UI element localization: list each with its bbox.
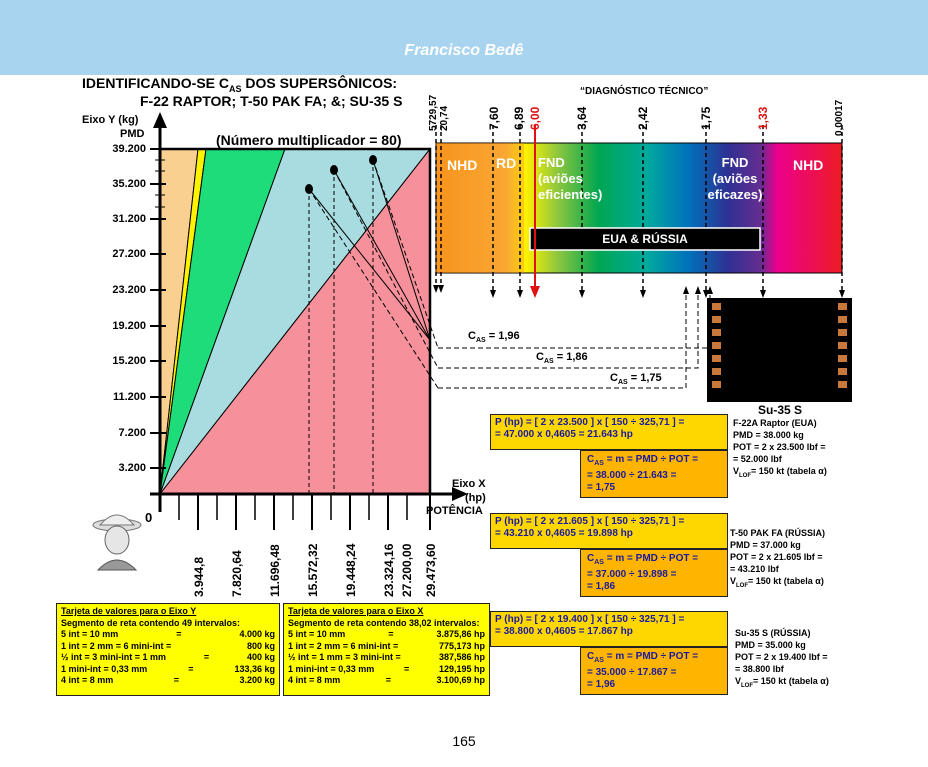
scale-label: 0,00017 [834, 99, 845, 136]
eua-russia-label: EUA & RÚSSIA [602, 232, 688, 246]
y-tick-label: 15.200 [112, 355, 146, 367]
x-tick-label: 7.820,64 [230, 550, 244, 597]
point-t50 [330, 165, 338, 175]
zone-rd: RD [496, 155, 517, 171]
scale-label-red: 6,00 [528, 106, 542, 130]
card-row: 5 int = 10 mm = 4.000 kg [61, 629, 275, 639]
scale-label: 7,60 [487, 106, 501, 130]
card-row: ½ int = 1 mm = 3 mini-int = 387,586 hp [288, 652, 485, 662]
x-tick-label: 15.572,32 [306, 543, 320, 597]
card-row: 1 int = 2 mm = 6 mini-int = 775,173 hp [288, 640, 485, 651]
scale-label: 20,74 [439, 105, 450, 131]
diagnostic-title: “DIAGNÓSTICO TÉCNICO” [580, 86, 709, 97]
multiplier-label: (Número multiplicador = 80) [216, 132, 402, 148]
card-row: 4 int = 8 mm = 3.200 kg [61, 675, 275, 685]
zone-nhd-left: NHD [447, 157, 478, 173]
card-row: 1 mini-int = 0,33 mm = 129,195 hp [288, 663, 485, 674]
x-tick-label: 3.944,8 [192, 556, 206, 597]
point-f22 [305, 184, 313, 194]
y-axis-unit: PMD [120, 128, 145, 140]
point-su35 [369, 155, 377, 165]
x-tick-label: 23.324,16 [382, 543, 396, 597]
y-tick-label: 19.200 [112, 320, 146, 332]
x-tick-label: 29.473,60 [424, 543, 438, 597]
author-name: Francisco Bedê [404, 42, 524, 59]
y-tick-label: 7.200 [118, 427, 146, 439]
x-tick-label: 19.448,24 [344, 543, 358, 597]
card-x-axis: Tarjeta de valores para o Eixo X Segmento de reta contendo 38,02 intervalos: 5 int = 10 mm = 3.875,86 hp 1 int = 2 mm = 6 mini-int = 775,173 hp ½ int = 1 mm = 3 mini-int = 387,586 hp 1 mini-int = 0,33 mm = 129,195 hp 4 int = 8 mm = 3.100,69 hp [283, 603, 490, 696]
su35-label: Su-35 S [758, 403, 803, 417]
card-row: 1 int = 2 mm = 6 mini-int = 800 kg [61, 640, 275, 651]
y-tick-label: 3.200 [118, 462, 146, 474]
y-tick-label: 35.200 [112, 178, 146, 190]
power-calc-f22: P (hp) = [ 2 x 23.500 ] x [ 150 ÷ 325,71 ] = = 47.000 x 0,4605 = 21.643 hp [490, 414, 728, 450]
chart-regions [160, 149, 430, 494]
zone-fnd-efficient: FND (aviões eficientes) [538, 155, 603, 202]
page-number: 165 [452, 733, 476, 749]
page-title-line1: IDENTIFICANDO-SE $C_{AS}$ DOS SUPERSÔNICOS: [82, 75, 398, 94]
card-row: 5 int = 10 mm = 3.875,86 hp [288, 629, 485, 639]
x-tick-label: 11.696,48 [268, 544, 282, 597]
x-axis-title: POTÊNCIA [426, 505, 483, 517]
cas-calc-t50: $C_{AS} = m$ = PMD ÷ POT = = 37.000 ÷ 19.898 = = 1,86 [580, 549, 728, 597]
x-tick-label: 27.200,00 [400, 543, 414, 597]
power-calc-t50: P (hp) = [ 2 x 21.605 ] x [ 150 ÷ 325,71 ] = = 43.210 x 0,4605 = 19.898 hp [490, 513, 728, 549]
zone-fnd-effective: FND (aviões eficazes) [707, 155, 763, 202]
x-axis-label: Eixo X [452, 478, 486, 490]
cas-label-175: $C_{AS} = 1,75$ [610, 372, 662, 387]
scale-label-red: 1,33 [756, 106, 770, 130]
card-row: ½ int = 3 mini-int = 1 mm = 400 kg [61, 652, 275, 662]
y-axis-label: Eixo Y (kg) [82, 114, 139, 126]
page-title-line2: F-22 RAPTOR; T-50 PAK FA; &; SU-35 S [140, 93, 403, 109]
su35-image [707, 298, 852, 402]
x-axis-unit: (hp) [465, 492, 486, 504]
portrait-image [88, 512, 146, 570]
spec-su35: Su-35 S (RÚSSIA) PMD = 35.000 kg POT = 2 x 19.400 lbf = = 38.800 lbf $V_{LOF}= 150$ kt (tabela α) [735, 628, 829, 689]
origin-label: 0 [145, 510, 153, 525]
scale-label: 1,75 [699, 106, 713, 130]
power-calc-su35: P (hp) = [ 2 x 19.400 ] x [ 150 ÷ 325,71 ] = = 38.800 x 0,4605 = 17.867 hp [490, 611, 728, 647]
card-row: 1 mini-int = 0,33 mm = 133,36 kg [61, 663, 275, 674]
y-tick-label: 39.200 [112, 143, 146, 155]
cas-label-186: $C_{AS} = 1,86$ [536, 351, 588, 366]
y-tick-label: 11.200 [112, 391, 146, 403]
cas-label-196: $C_{AS} = 1,96$ [468, 330, 520, 345]
cas-calc-f22: $C_{AS} = m$ = PMD ÷ POT = = 38.000 ÷ 21.643 = = 1,75 [580, 450, 728, 498]
zone-nhd-right: NHD [793, 157, 824, 173]
y-tick-label: 31.200 [112, 213, 146, 225]
spec-t50: T-50 PAK FA (RÚSSIA) PMD = 37.000 kg POT = 2 x 21.605 lbf = = 43.210 lbf $V_{LOF}= 150$ kt (tabela α) [730, 528, 826, 589]
scale-label: 2,42 [636, 106, 650, 130]
scale-label: 5729,57 [428, 94, 439, 131]
scale-label: 3,64 [575, 106, 589, 130]
spec-f22: F-22A Raptor (EUA) PMD = 38.000 kg POT = 2 x 23.500 lbf = = 52.000 lbf $V_{LOF}= 150$ kt (tabela α) [733, 418, 827, 479]
y-tick-label: 23.200 [112, 284, 146, 296]
scale-label: 6,89 [512, 106, 526, 130]
card-y-axis: Tarjeta de valores para o Eixo Y Segmento de reta contendo 49 intervalos: 5 int = 10 mm = 4.000 kg 1 int = 2 mm = 6 mini-int = 800 kg ½ int = 3 mini-int = 1 mm = 400 kg 1 mini-int = 0,33 mm = 133,36 kg 4 int = 8 mm = 3.200 kg [56, 603, 280, 696]
cas-calc-su35: $C_{AS} = m$ = PMD ÷ POT = = 35.000 ÷ 17.867 = = 1,96 [580, 647, 728, 695]
y-tick-label: 27.200 [112, 248, 146, 260]
card-row: 4 int = 8 mm = 3.100,69 hp [288, 675, 485, 685]
